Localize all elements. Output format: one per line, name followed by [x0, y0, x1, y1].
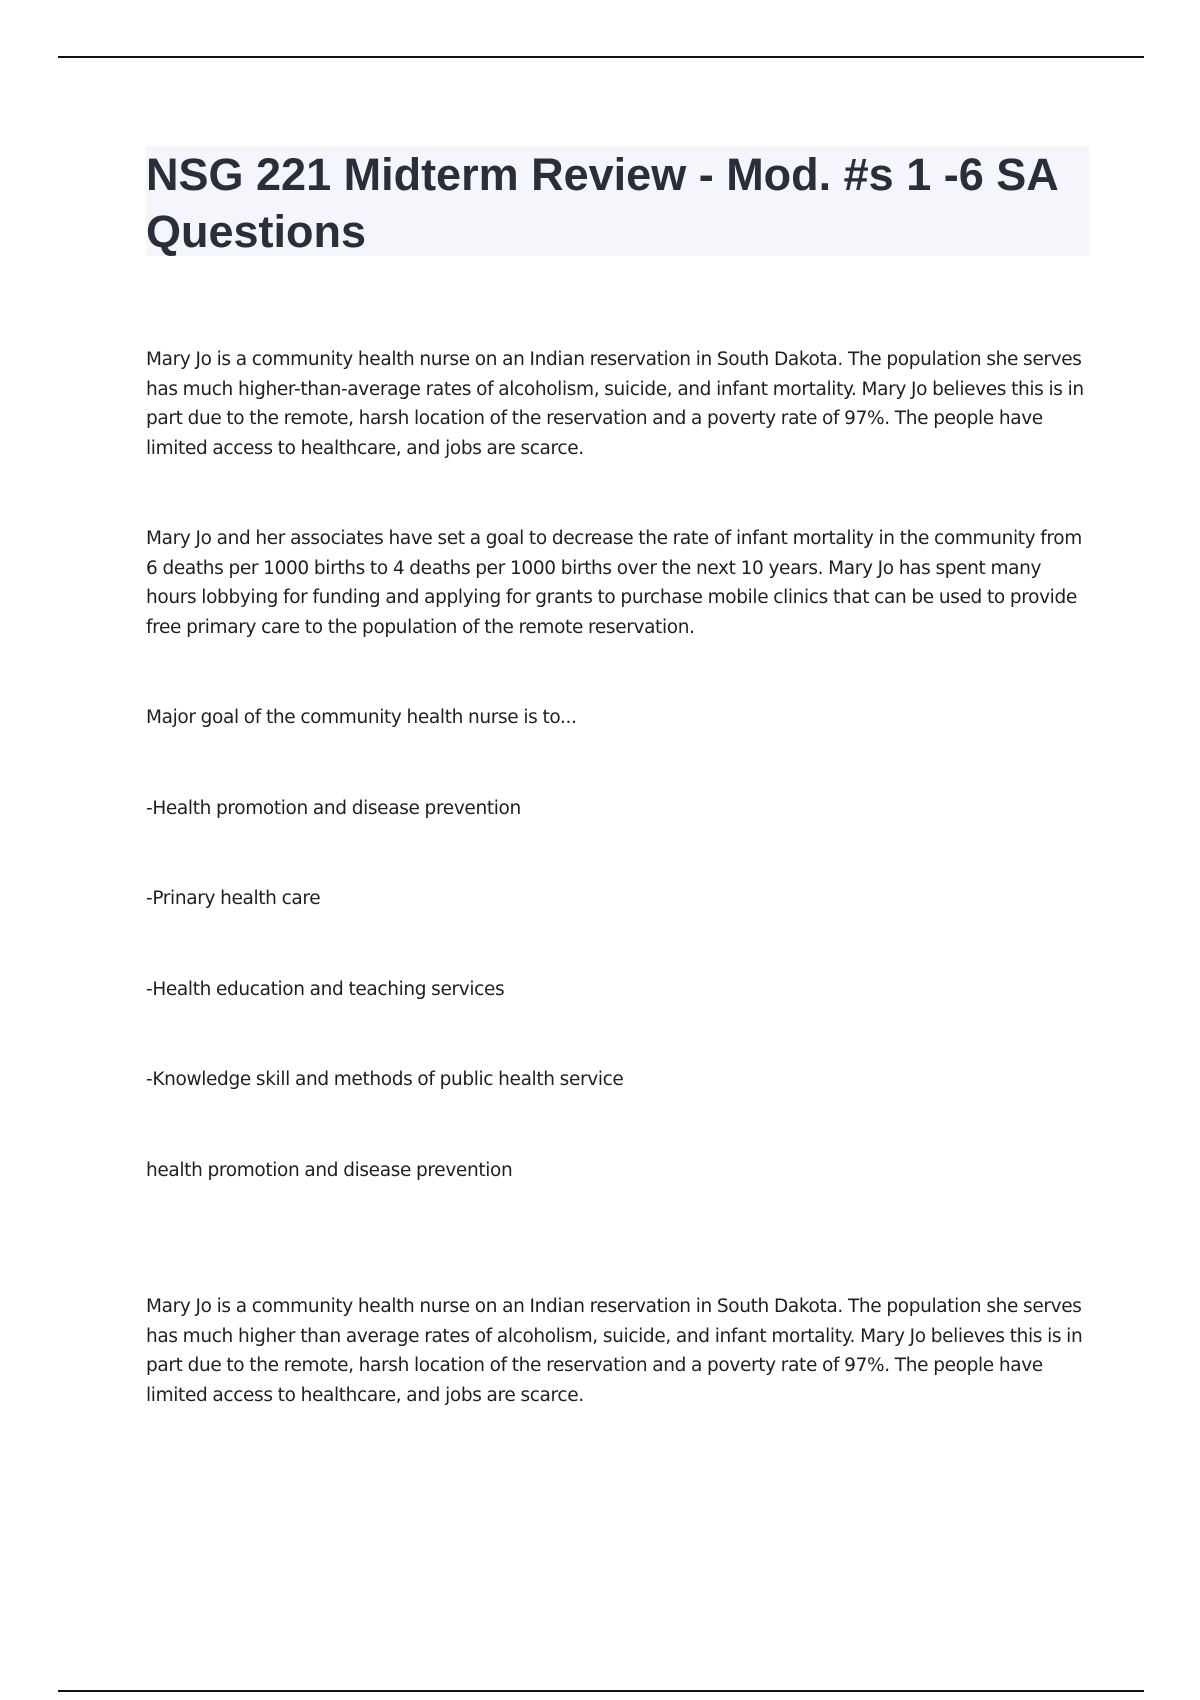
answer-option: -Health education and teaching services [146, 978, 505, 1000]
correct-answer: health promotion and disease prevention [146, 1159, 513, 1181]
title-banner [146, 146, 1090, 256]
document-body [146, 345, 1090, 1410]
scenario-paragraph-repeat: Mary Jo is a community health nurse on an Indian reservation in South Dakota. The population she serves has much higher than average rates of alcoholism, suicide, and infant mortality. Mary Jo believes this is in part due to the remote, harsh location of the reservation and a poverty rate of 97%. The people have limited access to healthcare, and jobs are scarce. [146, 1296, 1083, 1406]
answer-option: -Health promotion and disease prevention [146, 797, 521, 819]
bottom-divider [58, 1690, 1144, 1692]
goal-paragraph: Mary Jo and her associates have set a goal to decrease the rate of infant mortality in the community from 6 deaths per 1000 births to 4 deaths per 1000 births over the next 10 years. Mary Jo has spent many hours lobbying for funding and applying for grants to purchase mobile clinics that can be used to provide free primary care to the population of the remote reservation. [146, 528, 1082, 638]
top-divider [58, 56, 1144, 58]
answer-option: -Prinary health care [146, 888, 321, 909]
answer-option: -Knowledge skill and methods of public health service [146, 1069, 624, 1090]
scenario-paragraph: Mary Jo is a community health nurse on an Indian reservation in South Dakota. The population she serves has much higher-than-average rates of alcoholism, suicide, and infant mortality. Mary Jo believes this is in part due to the remote, harsh location of the reservation and a poverty rate of 97%. The people have limited access to healthcare, and jobs are scarce. [146, 349, 1084, 459]
question-text: Major goal of the community health nurse is to... [146, 707, 577, 728]
page-title: NSG 221 Midterm Review - Mod. #s 1 -6 SA Questions [146, 149, 1058, 257]
